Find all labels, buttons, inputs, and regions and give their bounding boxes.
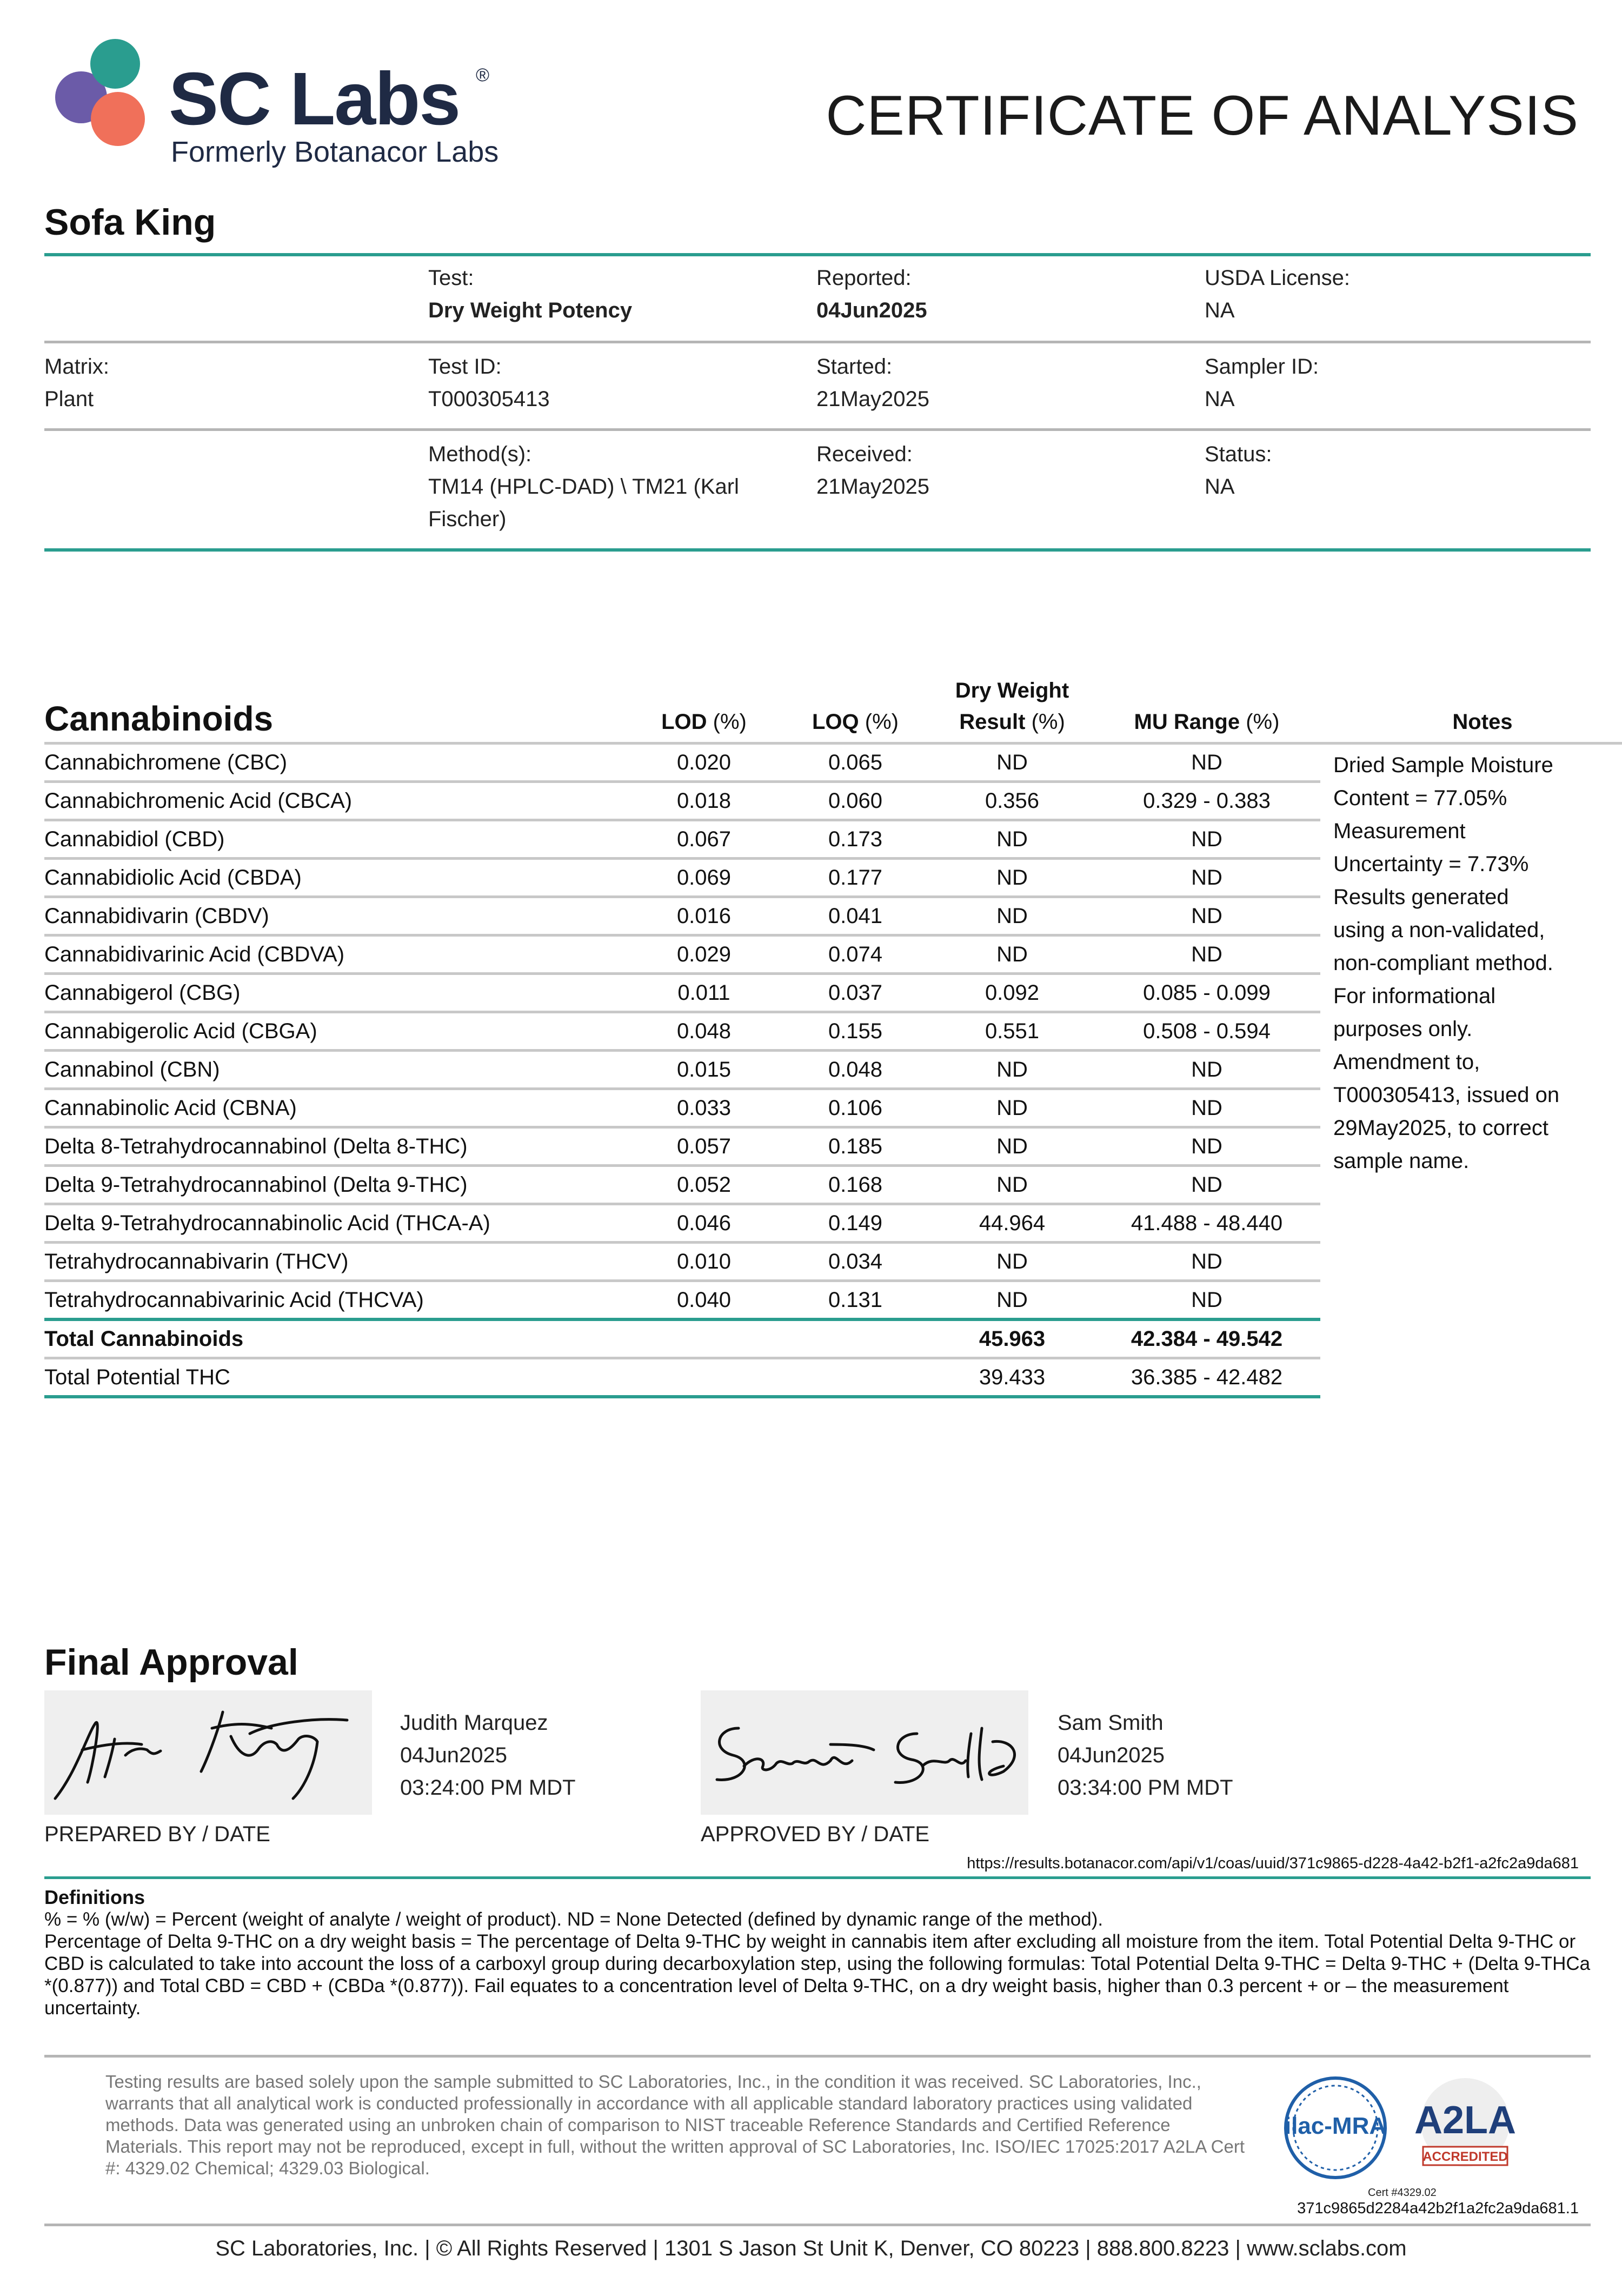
signature-image: [701, 1690, 1028, 1815]
cell-lod: 0.033: [676, 1096, 732, 1120]
note-line: non-compliant method.: [1333, 951, 1553, 975]
info-test-id: Test ID: T000305413: [428, 355, 550, 411]
cell-lod: 0.052: [676, 1173, 732, 1197]
brand-name: SC Labs: [169, 57, 460, 141]
info-matrix: Matrix: Plant: [44, 355, 109, 411]
cell-name: Cannabidivarinic Acid (CBDVA): [44, 943, 345, 966]
preparer-date: 04Jun2025: [400, 1743, 507, 1767]
note-line: Measurement: [1333, 819, 1466, 843]
cell-lod: 0.010: [676, 1250, 732, 1273]
cell-mu: ND: [1191, 751, 1222, 774]
preparer-signature: [44, 1690, 372, 1815]
cell-mu: ND: [1191, 943, 1222, 966]
cell-name: Cannabidiolic Acid (CBDA): [44, 866, 302, 890]
col-header-notes: Notes: [1452, 710, 1513, 734]
definitions-title: Definitions: [44, 1886, 145, 1908]
table-row: [44, 1203, 1320, 1241]
info-status: Status: NA: [1205, 442, 1272, 499]
brand-tagline: Formerly Botanacor Labs: [171, 136, 499, 168]
cell-result: 0.092: [985, 981, 1040, 1005]
cell-lod: 0.069: [676, 866, 732, 890]
table-header: [44, 671, 1513, 742]
cell-result: ND: [996, 1288, 1028, 1312]
cell-name: Cannabinolic Acid (CBNA): [44, 1096, 297, 1120]
note-line: purposes only.: [1333, 1017, 1473, 1041]
cell-loq: 0.106: [828, 1096, 883, 1120]
svg-text:ACCREDITED: ACCREDITED: [1422, 2149, 1508, 2164]
info-sampler-id: Sampler ID: NA: [1205, 355, 1319, 411]
info-bottom-divider: [44, 548, 1591, 552]
cell-loq: 0.074: [828, 943, 883, 966]
definitions-line-1: % = % (w/w) = Percent (weight of analyte / weight of product). ND = None Detected (defined by dynamic range of the method).: [44, 1909, 1104, 1930]
cert-number: Cert #4329.02: [1368, 2187, 1437, 2199]
note-line: Uncertainty = 7.73%: [1333, 852, 1529, 876]
preparer-role: PREPARED BY / DATE: [44, 1822, 270, 1846]
table-row: [44, 1241, 1320, 1279]
registered-mark: ®: [476, 65, 490, 85]
note-line: Amendment to,: [1333, 1050, 1480, 1074]
table-row: [44, 742, 1320, 780]
accreditation-badges: [1281, 2066, 1530, 2195]
info-row-divider: [44, 341, 1591, 343]
cell-mu: ND: [1191, 866, 1222, 890]
cell-name: Cannabidivarin (CBDV): [44, 904, 269, 928]
cell-lod: 0.018: [676, 789, 732, 813]
header-divider: [44, 253, 1591, 256]
cell-name: Delta 8-Tetrahydrocannabinol (Delta 8-THC): [44, 1134, 468, 1158]
cell-result: ND: [996, 751, 1028, 774]
cell-lod: 0.048: [676, 1019, 732, 1043]
a2la-icon: A2LA: [1414, 2099, 1517, 2142]
definitions-divider: [44, 2055, 1591, 2058]
table-row: [44, 1279, 1320, 1318]
info-received: Received: 21May2025: [816, 442, 930, 499]
url-divider: [44, 1876, 1591, 1879]
cell-name: Tetrahydrocannabivarinic Acid (THCVA): [44, 1288, 424, 1312]
cell-name: Cannabigerol (CBG): [44, 981, 241, 1005]
cell-name: Tetrahydrocannabivarin (THCV): [44, 1250, 349, 1273]
notes-column: [1333, 749, 1622, 1178]
info-row-divider: [44, 428, 1591, 431]
cell-loq: 0.155: [828, 1019, 883, 1043]
note-line: For informational: [1333, 984, 1496, 1008]
cell-result: ND: [996, 1134, 1028, 1158]
info-methods: Method(s): TM14 (HPLC-DAD) \ TM21 (Karl Fischer): [428, 442, 739, 531]
approver-signature: [701, 1690, 1028, 1815]
ilac-mra-icon: [1281, 2066, 1530, 2195]
cell-result: 0.356: [985, 789, 1040, 813]
note-line: Content = 77.05%: [1333, 786, 1507, 810]
note-line: 29May2025, to correct: [1333, 1116, 1548, 1140]
footer-text: SC Laboratories, Inc. | © All Rights Reserved | 1301 S Jason St Unit K, Denver, CO 80223 | 888.800.8223 | www.sclabs.com: [215, 2237, 1407, 2260]
cell-loq: 0.168: [828, 1173, 883, 1197]
cell-name: Cannabichromene (CBC): [44, 751, 288, 774]
info-started: Started: 21May2025: [816, 355, 930, 411]
cell-loq: 0.037: [828, 981, 883, 1005]
table-row: [44, 1049, 1320, 1087]
cell-lod: 0.011: [677, 981, 730, 1005]
cell-mu: ND: [1191, 1134, 1222, 1158]
cell-result: ND: [996, 866, 1028, 890]
cell-name: Cannabidiol (CBD): [44, 827, 225, 851]
cell-mu: ND: [1191, 1173, 1222, 1197]
note-line: sample name.: [1333, 1149, 1470, 1173]
section-title-cannabinoids: Cannabinoids: [44, 699, 274, 738]
cell-name: Cannabinol (CBN): [44, 1058, 220, 1081]
approver-date: 04Jun2025: [1058, 1743, 1165, 1767]
cell-mu: ND: [1191, 1058, 1222, 1081]
table-row: [44, 1011, 1320, 1049]
cell-loq: 0.048: [828, 1058, 883, 1081]
table-row: [44, 895, 1320, 934]
preparer-name: Judith Marquez: [400, 1711, 548, 1735]
cell-result: ND: [996, 1096, 1028, 1120]
cell-lod: 0.029: [676, 943, 732, 966]
table-row: [44, 780, 1320, 819]
cell-mu: ND: [1191, 904, 1222, 928]
disclaimer: Testing results are based solely upon the sample submitted to SC Laboratories, Inc., in the condition it was received. SC Laboratories, Inc., warrants that all analytical work is conducted professionally in accordance with all applicable standard laboratory practices using validated methods. Data was generated using an unbroken chain of comparison to NIST traceable Reference Standards and Certified Reference Materials. This report may not be reproduced, except in full, without the written approval of SC Laboratories, Inc. ISO/IEC 17025:2017 A2LA Cert #: 4329.02 Chemical; 4329.03 Biological.: [105, 2072, 1245, 2178]
cell-mu: 0.085 - 0.099: [1143, 981, 1271, 1005]
cell-loq: 0.065: [828, 751, 883, 774]
cell-loq: 0.177: [828, 866, 883, 890]
col-header-lod: LOD (%): [661, 710, 747, 734]
document-id: 371c9865d2284a42b2f1a2fc2a9da681.1: [1297, 2200, 1579, 2217]
definitions-line-2: Percentage of Delta 9-THC on a dry weight basis = The percentage of Delta 9-THC by weight in cannabis item after excluding all moisture from the item. Total Potential Delta 9-THC or CBD is calculated to take into account the loss of a carboxyl group during decarboxylation step, using the following formulas: Total Potential Delta 9-THC = Delta 9-THC + (Delta 9-THCa *(0.877)) and Total CBD = CBD + (CBDa *(0.877)). Fail equates to a concentration level of Delta 9-THC, on a dry weight basis, higher than 0.3 percent + or – the measurement uncertainty.: [44, 1931, 1591, 2019]
preparer-time: 03:24:00 PM MDT: [400, 1776, 576, 1800]
footer-divider: [44, 2224, 1591, 2226]
table-row-total-cannabinoids: Total Cannabinoids 45.963 42.384 - 49.542: [44, 1318, 1320, 1357]
cell-loq: 0.149: [828, 1211, 883, 1235]
approver-details: [1058, 1707, 1233, 1804]
cell-lod: 0.057: [676, 1134, 732, 1158]
col-header-loq: LOQ (%): [812, 710, 899, 734]
cell-lod: 0.015: [676, 1058, 732, 1081]
info-test: Test: Dry Weight Potency: [428, 266, 633, 322]
svg-text:ilac-MRA: ilac-MRA: [1284, 2113, 1387, 2139]
cell-loq: 0.041: [828, 904, 883, 928]
cell-lod: 0.040: [676, 1288, 732, 1312]
table-row: [44, 819, 1320, 857]
cell-loq: 0.131: [828, 1288, 883, 1312]
cell-name: Delta 9-Tetrahydrocannabinolic Acid (THCA-A): [44, 1211, 490, 1235]
cell-result: ND: [996, 1250, 1028, 1273]
col-header-result: Dry Weight Result (%): [955, 679, 1069, 734]
cell-loq: 0.185: [828, 1134, 883, 1158]
approver-time: 03:34:00 PM MDT: [1058, 1776, 1233, 1800]
cell-mu: ND: [1191, 1288, 1222, 1312]
table-row: [44, 1164, 1320, 1203]
cell-name: Delta 9-Tetrahydrocannabinol (Delta 9-THC): [44, 1173, 468, 1197]
results-url[interactable]: https://results.botanacor.com/api/v1/coas/uuid/371c9865-d228-4a42-b2f1-a2fc2a9da681: [967, 1855, 1579, 1872]
approver-name: Sam Smith: [1058, 1711, 1164, 1735]
table-row-total-potential-thc: Total Potential THC 39.433 36.385 - 42.482: [44, 1357, 1320, 1398]
note-line: using a non-validated,: [1333, 918, 1545, 942]
cell-result: ND: [996, 827, 1028, 851]
cell-name: Cannabigerolic Acid (CBGA): [44, 1019, 317, 1043]
table-body: [44, 742, 1320, 1318]
cell-mu: ND: [1191, 1096, 1222, 1120]
cell-loq: 0.034: [828, 1250, 883, 1273]
col-header-mu-range: MU Range (%): [1134, 710, 1280, 734]
cell-mu: 0.329 - 0.383: [1143, 789, 1271, 813]
approver-role: APPROVED BY / DATE: [701, 1822, 930, 1846]
info-usda-license: USDA License: NA: [1205, 266, 1351, 322]
cell-result: 44.964: [979, 1211, 1046, 1235]
cell-lod: 0.067: [676, 827, 732, 851]
client-name: Sofa King: [44, 202, 216, 243]
cell-result: ND: [996, 943, 1028, 966]
signature-image: [44, 1690, 372, 1815]
document-title: CERTIFICATE OF ANALYSIS: [826, 84, 1579, 147]
note-line: T000305413, issued on: [1333, 1083, 1560, 1107]
table-row: [44, 1126, 1320, 1164]
table-row: [44, 972, 1320, 1011]
cell-result: ND: [996, 1173, 1028, 1197]
table-header-rule: [44, 742, 1622, 745]
cell-mu: ND: [1191, 827, 1222, 851]
cell-loq: 0.060: [828, 789, 883, 813]
definitions: [44, 1886, 1591, 2019]
cell-lod: 0.046: [676, 1211, 732, 1235]
cell-loq: 0.173: [828, 827, 883, 851]
cell-mu: 41.488 - 48.440: [1131, 1211, 1283, 1235]
cell-lod: 0.020: [676, 751, 732, 774]
cell-result: ND: [996, 904, 1028, 928]
cell-result: 0.551: [985, 1019, 1040, 1043]
note-line: Dried Sample Moisture: [1333, 753, 1553, 777]
sc-labs-logo: [43, 38, 519, 178]
table-row: [44, 857, 1320, 895]
cell-lod: 0.016: [676, 904, 732, 928]
table-row: [44, 1087, 1320, 1126]
preparer-details: [400, 1707, 576, 1804]
note-line: Results generated: [1333, 885, 1509, 909]
cell-mu: ND: [1191, 1250, 1222, 1273]
cell-mu: 0.508 - 0.594: [1143, 1019, 1271, 1043]
cell-name: Cannabichromenic Acid (CBCA): [44, 789, 353, 813]
table-row: [44, 934, 1320, 972]
final-approval-title: Final Approval: [44, 1642, 298, 1683]
info-reported: Reported: 04Jun2025: [816, 266, 927, 322]
cell-result: ND: [996, 1058, 1028, 1081]
